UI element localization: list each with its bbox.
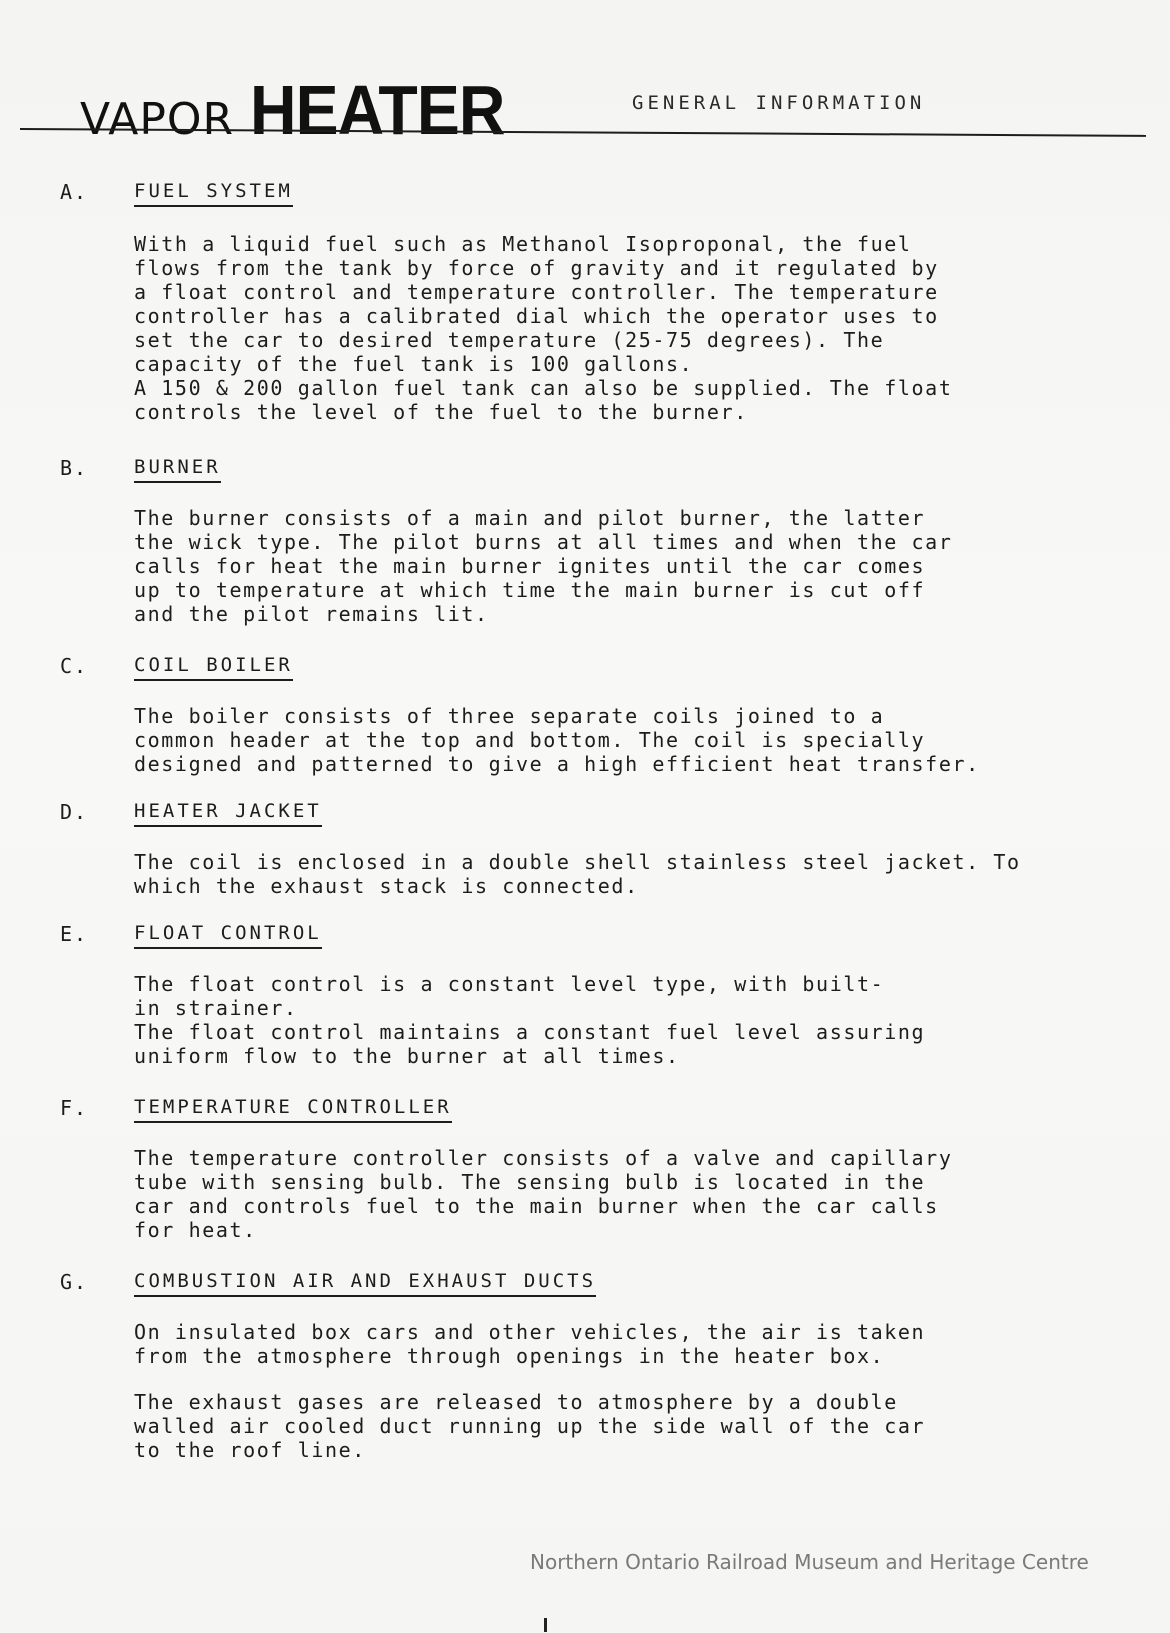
section-paragraph: With a liquid fuel such as Methanol Isoproponal, the fuel flows from the tank by force of gravity and it regulated by a float control and temperature controller. The temperature controller has a calibrated dial which the operator uses to set the car to desired temperature (25-75 degrees). The capacity of the fuel tank is 100 gallons. A 150 & 200 gallon fuel tank can also be supplied. The float controls the level of the fuel to the burner.	[134, 232, 953, 424]
section-letter: C.	[60, 654, 89, 678]
brand-word-vapor: VAPOR	[80, 94, 235, 145]
section-paragraph: The coil is enclosed in a double shell stainless steel jacket. To which the exhaust stack is connected.	[134, 850, 1021, 898]
section-letter: F.	[60, 1096, 89, 1120]
brand-logo	[80, 70, 527, 150]
section-paragraph: The exhaust gases are released to atmosphere by a double walled air cooled duct running up the side wall of the car to the roof line.	[134, 1390, 926, 1462]
section-letter: D.	[60, 800, 89, 824]
section-title: HEATER JACKET	[134, 800, 322, 827]
section-letter: E.	[60, 922, 89, 946]
section-paragraph: The temperature controller consists of a valve and capillary tube with sensing bulb. The sensing bulb is located in the car and controls fuel to the main burner when the car calls for heat.	[134, 1146, 953, 1242]
section-title: BURNER	[134, 456, 221, 483]
page-mark	[544, 1618, 547, 1632]
section-title: COIL BOILER	[134, 654, 293, 681]
section-paragraph: The burner consists of a main and pilot burner, the latter the wick type. The pilot burns at all times and when the car calls for heat the main burner ignites until the car comes up to temperature at which time the main burner is cut off and the pilot remains lit.	[134, 506, 953, 626]
section-paragraph: On insulated box cars and other vehicles, the air is taken from the atmosphere through openings in the heater box.	[134, 1320, 926, 1368]
document-subtitle: GENERAL INFORMATION	[632, 92, 926, 114]
section-title: COMBUSTION AIR AND EXHAUST DUCTS	[134, 1270, 596, 1297]
section-paragraph: The float control is a constant level type, with built- in strainer. The float control maintains a constant fuel level assuring uniform flow to the burner at all times.	[134, 972, 926, 1068]
section-letter: A.	[60, 180, 89, 204]
section-title: FUEL SYSTEM	[134, 180, 293, 207]
footer-credit: Northern Ontario Railroad Museum and Heritage Centre	[530, 1550, 1089, 1574]
section-letter: B.	[60, 456, 89, 480]
brand-word-heater: HEATER	[250, 71, 505, 149]
section-paragraph: The boiler consists of three separate coils joined to a common header at the top and bottom. The coil is specially designed and patterned to give a high efficient heat transfer.	[134, 704, 980, 776]
section-title: TEMPERATURE CONTROLLER	[134, 1096, 452, 1123]
section-letter: G.	[60, 1270, 89, 1294]
section-title: FLOAT CONTROL	[134, 922, 322, 949]
